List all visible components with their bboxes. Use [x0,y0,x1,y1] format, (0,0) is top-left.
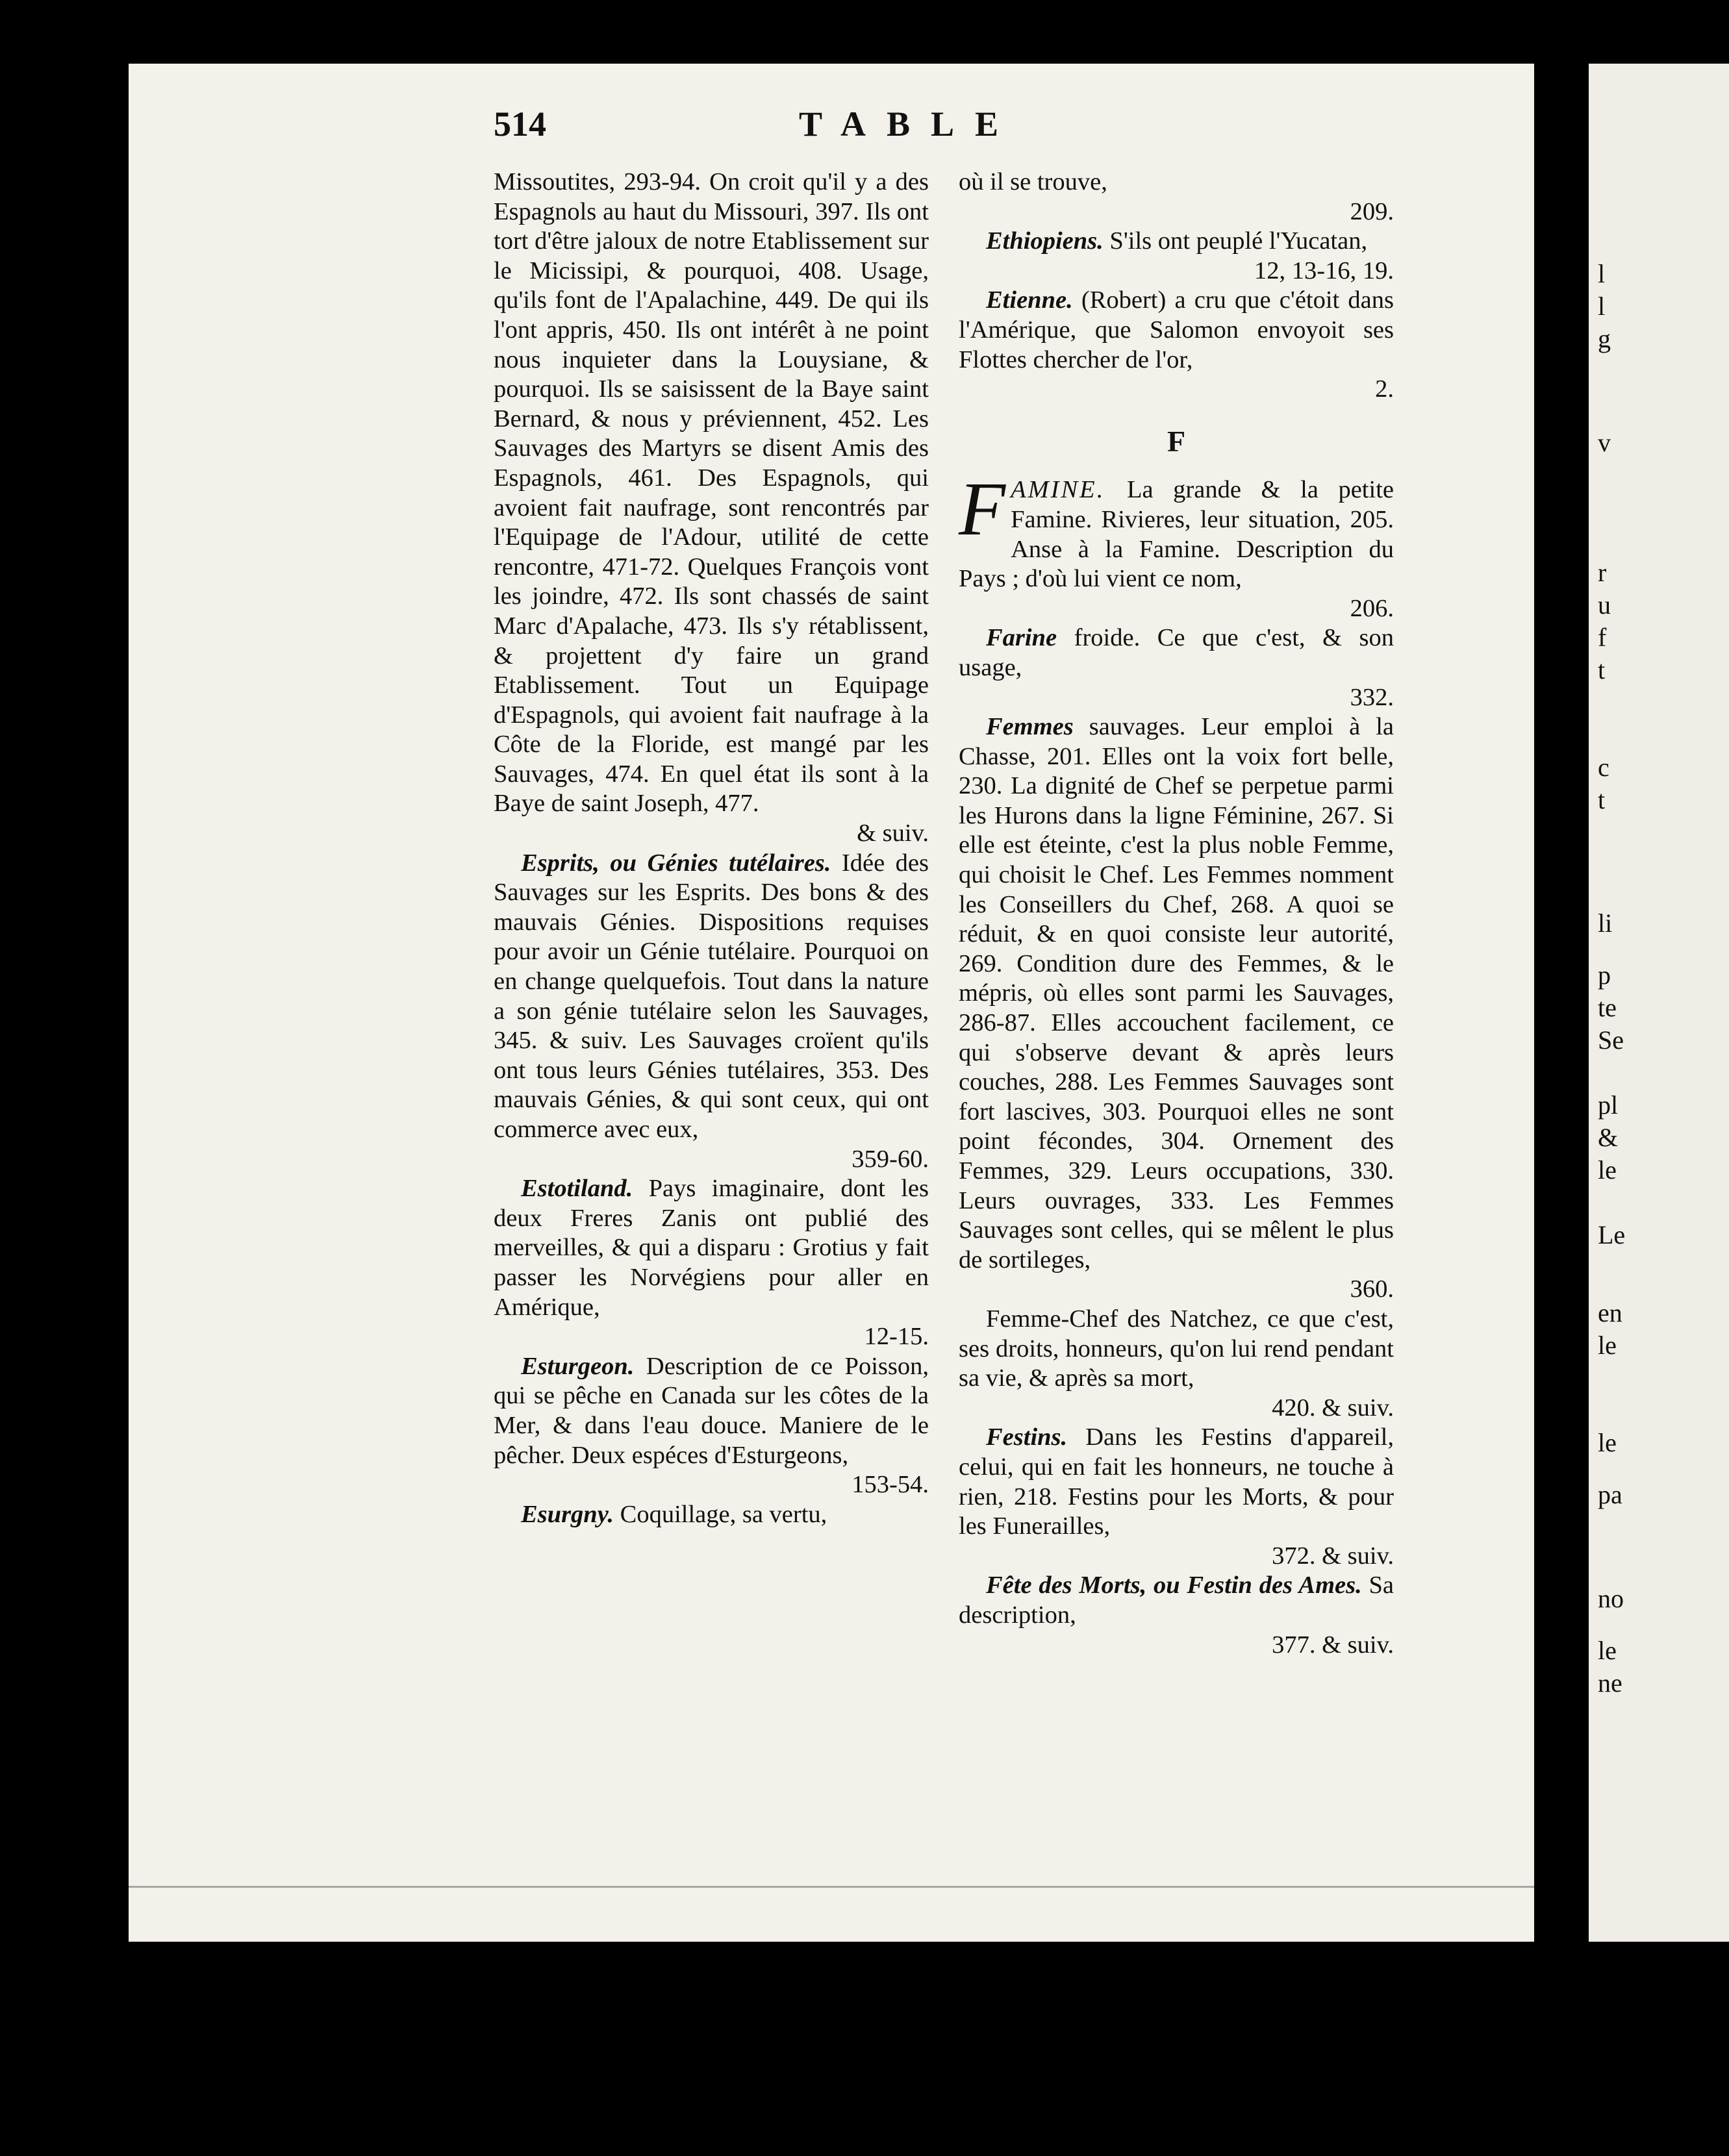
facing-page-fragment: g [1598,324,1611,353]
entry-headword: Etienne. [986,286,1073,314]
left-column [494,168,929,1529]
facing-page-fragment: le [1598,1331,1617,1360]
facing-page-fragment: pa [1598,1480,1622,1509]
page-number: 514 [494,105,546,144]
entry-text: Femme-Chef des Natchez, ce que c'est, ses droits, honneurs, qu'on lui rend pendant sa vie, & après sa mort, [959,1305,1394,1392]
entry-headword: Femmes [986,713,1074,741]
entry-headword: Festins. [986,1423,1068,1451]
facing-page-fragment: Le [1598,1220,1626,1249]
right-column-f-entries [959,466,1395,1660]
entry-headword: Esprits, ou Génies tutélaires. [521,849,831,877]
entry-text: Pays imaginaire, dont les deux Freres Zanis ont publié des merveilles, & qui a disparu : Grotius y fait passer les Norvégiens pour aller en Amérique, [494,1175,929,1321]
entry-headword: Esurgny. [521,1500,614,1528]
facing-page-fragment: le [1598,1636,1617,1665]
entry-text: Dans les Festins d'appareil, celui, qui en fait les honneurs, ne touche à rien, 218. Festins pour les Morts, & pour les Funerailles, [959,1423,1395,1540]
index-entry [959,623,1394,712]
facing-page-fragment: & [1598,1123,1619,1152]
facing-page-fragment: le [1598,1155,1617,1185]
running-header [494,104,1416,149]
entry-text: Missoutites, 293-94. On croit qu'il y a des Espagnols au haut du Missouri, 397. Ils ont tort d'être jaloux de notre Etablissement sur le Micissipi, & pourquoi, 408. Usage, qu'ils font de l'Apalachine, 449. De qui ils l'ont appris, 450. Ils ont intérêt à ne point nous inquieter dans la Louysiane, & pourquoi. Ils se saisissent de la Baye saint Bernard, & nous y préviennent, 452. Les Sauvages des Martyrs se disent Amis des Espagnols, 461. Des Espagnols, qui avoient fait naufrage, sont rencontrés par l'Equipage de l'Adour, utilité de cette rencontre, 471-72. Quelques François vont les joindre, 472. Ils sont chassés de saint Marc d'Apalache, 473. Ils s'y rétablissent, & projettent d'y faire un grand Etablissement. Tout un Equipage d'Espagnols, qui avoient fait naufrage à la Côte de la Floride, est mangé par les Sauvages, 474. En quel état ils sont à la Baye de saint Joseph, 477. [494,168,929,818]
index-entry [494,1500,929,1530]
scan-border [0,1942,1729,2156]
facing-page-fragment: f [1598,623,1607,652]
entry-headword: Estotiland. [521,1175,633,1203]
entry-pages: 360. [1350,1275,1394,1303]
index-entry [494,168,929,849]
right-column-e-entries [959,168,1394,405]
right-column [959,168,1394,1660]
entry-text: froide. Ce que c'est, & son usage, [959,624,1394,681]
facing-page-fragment: t [1598,655,1606,684]
index-entry [494,849,929,1175]
facing-page-fragment: l [1598,292,1606,321]
facing-page-fragment: u [1598,590,1611,620]
running-title: TABLE [799,105,1020,144]
facing-page-fragment: li [1598,909,1613,938]
index-entry [959,1423,1394,1571]
entry-headword: Farine [986,624,1057,652]
index-entry [959,1571,1394,1660]
section-letter: F [1167,424,1186,458]
entry-pages: 12-15. [864,1323,929,1351]
index-entry [959,712,1394,1305]
right-page-edge [1589,64,1729,1942]
entry-pages: 372. & suiv. [1272,1542,1394,1570]
drop-cap: F [959,466,1006,552]
facing-page-fragment: le [1598,1428,1617,1457]
facing-page-fragment: no [1598,1584,1624,1613]
entry-pages: 359-60. [852,1145,929,1173]
facing-page-fragment: pl [1598,1090,1619,1120]
entry-text: (Robert) a cru que c'étoit dans l'Amérique, que Salomon envoyoit ses Flottes chercher de l'or, [959,286,1394,373]
entry-pages: & suiv. [857,820,929,847]
entry-pages: 206. [1350,594,1394,622]
facing-page-fragment: ne [1598,1668,1622,1698]
entry-text: où il se trouve, [959,168,1107,195]
entry-pages: 153-54. [852,1471,929,1499]
index-entry [959,286,1394,404]
facing-page-fragment: en [1598,1298,1622,1327]
bottom-rule [129,1886,1534,1888]
entry-text: La grande & la petite Famine. Rivieres, leur situation, 205. Anse à la Famine. Description du Pays ; d'où lui vient ce nom, [959,476,1394,593]
entry-text: Sa description, [959,1572,1395,1629]
facing-page-fragment: c [1598,753,1609,782]
entry-text: Description de ce Poisson, qui se pêche en Canada sur les côtes de la Mer, & dans l'eau douce. Maniere de le pêcher. Deux espéces d'Esturgeons, [494,1352,929,1469]
headword-famine: AMINE. [1011,476,1127,504]
entry-pages: 209. [1350,197,1394,225]
index-entry [959,466,1394,623]
entry-pages: 12, 13-16, 19. [1254,257,1394,284]
index-entry [494,1352,929,1500]
facing-page-fragment: r [1598,558,1607,587]
facing-page-fragment: t [1598,785,1606,814]
facing-page-fragment: v [1598,428,1611,457]
entry-text: S'ils ont peuplé l'Yucatan, [1109,227,1368,255]
entry-pages: 2. [1375,375,1394,403]
facing-page-fragment: l [1598,259,1606,288]
entry-pages: 420. & suiv. [1272,1394,1394,1422]
entry-pages: 332. [1350,683,1394,711]
facing-page-fragment: te [1598,993,1617,1022]
entry-headword: Esturgeon. [521,1352,635,1380]
entry-headword: Ethiopiens. [986,227,1104,255]
entry-text: Coquillage, sa vertu, [620,1500,827,1528]
facing-page-fragment: Se [1598,1025,1624,1055]
index-entry [494,1174,929,1352]
facing-page-fragment: p [1598,960,1611,990]
entry-text: Idée des Sauvages sur les Esprits. Des bons & des mauvais Génies. Dispositions requises pour avoir un Génie tutélaire. Pourquoi on en change quelquefois. Tout dans la nature a son génie tutélaire selon les Sauvages, 345. & suiv. Les Sauvages croïent qu'ils ont tous leurs Génies tutélaires, 353. Des mauvais Génies, & qui sont ceux, qui ont commerce avec eux, [494,849,929,1143]
index-entry [959,227,1394,286]
entry-headword: Fête des Morts, ou Festin des Ames. [986,1572,1362,1599]
index-entry [959,1305,1394,1423]
entry-pages: 377. & suiv. [1272,1631,1394,1659]
index-entry [959,168,1394,227]
entry-text: sauvages. Leur emploi à la Chasse, 201. Elles ont la voix fort belle, 230. La dignité de Chef se perpetue parmi les Hurons dans la ligne Féminine, 267. Si elle est éteinte, c'est la plus noble Femme, qui choisit le Chef. Les Femmes nomment les Conseillers du Chef, 268. A quoi se réduit, & en quoi consiste leur autorité, 269. Condition dure des Femmes, & le mépris, où elles sont parmi les Sauvages, 286-87. Elles accouchent facilement, ce qui s'observe devant & après leurs couches, 288. Les Femmes Sauvages sont fort lascives, 303. Pourquoi elles ne sont point fécondes, 304. Ornement des Femmes, 329. Leurs occupations, 330. Leurs ouvrages, 333. Les Femmes Sauvages sont celles, qui se mêlent le plus de sortileges, [959,713,1395,1273]
